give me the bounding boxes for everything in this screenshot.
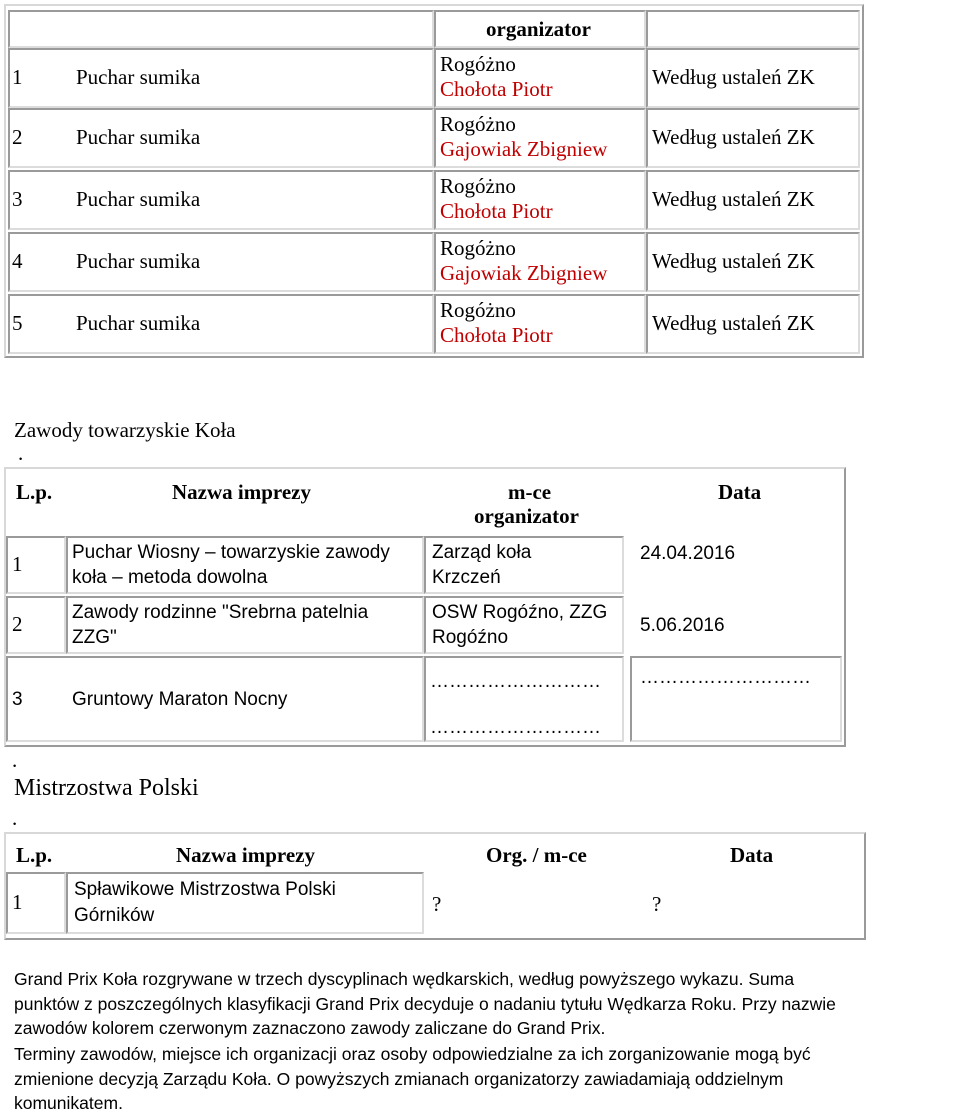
table1-row-name: Puchar sumika — [76, 311, 201, 335]
section3-dot-after: . — [12, 806, 18, 830]
table2-row1-name-line2: koła – metoda dowolna — [72, 567, 268, 588]
table1-row-person: Chołota Piotr — [440, 77, 553, 101]
table1-header-cell-empty — [8, 10, 434, 48]
table1-header-organizator: organizator — [486, 17, 591, 41]
table2-header-lp: L.p. — [16, 480, 53, 504]
table3-header-date: Data — [730, 843, 774, 867]
table1-row-num: 5 — [12, 311, 23, 335]
table1-row-name-cell — [8, 108, 434, 168]
table1-row-date: Według ustaleń ZK — [652, 249, 815, 273]
table3-row1-org: ? — [432, 892, 442, 916]
table2-row3-name: Gruntowy Maraton Nocny — [72, 689, 288, 710]
table3-row1-name-line1: Spławikowe Mistrzostwa Polski — [74, 879, 336, 900]
table1-row-date: Według ustaleń ZK — [652, 187, 815, 211]
table2-row2-name-line2: ZZG" — [72, 627, 117, 648]
section-title-zawody-towarzyskie: Zawody towarzyskie Koła — [14, 418, 236, 442]
table1-row-place: Rogóżno — [440, 52, 516, 76]
footer-line-1: Grand Prix Koła rozgrywane w trzech dyscyplinach wędkarskich, według powyższego wykazu. Suma — [14, 969, 795, 989]
table1-row-place: Rogóżno — [440, 174, 516, 198]
section3-dot-before: . — [12, 748, 18, 772]
footer-line-4: Terminy zawodów, miejsce ich organizacji oraz osoby odpowiedzialne za ich zorganizowanie mogą być — [14, 1044, 811, 1064]
table3-header-name: Nazwa imprezy — [176, 843, 315, 867]
footer-line-2: punktów z poszczególnych klasyfikacji Grand Prix decyduje o nadaniu tytułu Wędkarza Roku. Przy nazwie — [14, 994, 836, 1014]
table1-row-num: 1 — [12, 65, 23, 89]
table1-row-person: Chołota Piotr — [440, 199, 553, 223]
table2-row1-name-line1: Puchar Wiosny – towarzyskie zawody — [72, 542, 390, 563]
table1-row-name-cell — [8, 48, 434, 108]
table1-row-date: Według ustaleń ZK — [652, 125, 815, 149]
table2-header-place1: m-ce — [508, 480, 552, 504]
table2-row1-org-line1: Zarząd koła — [432, 542, 532, 563]
footer-line-5: zmienione decyzją Zarządu Koła. O powyższych zmianach organizatorzy zawiadamiają oddzielnym — [14, 1069, 784, 1089]
table3-row1-name-line2: Górników — [74, 905, 155, 926]
table3-row1-num: 1 — [12, 890, 23, 914]
table2-header-place2: organizator — [474, 504, 579, 528]
table2-row3-num: 3 — [12, 689, 23, 710]
table2-row1-date: 24.04.2016 — [640, 543, 736, 564]
table1-row-name: Puchar sumika — [76, 65, 201, 89]
table3-row1-date: ? — [652, 892, 662, 916]
table2-row2-org-line2: Rogóźno — [432, 627, 509, 648]
table1-row-name: Puchar sumika — [76, 249, 201, 273]
table2-row3-org-line1: ……………………… — [430, 671, 601, 692]
table2-row2-date: 5.06.2016 — [640, 615, 725, 636]
table1-row-name-cell — [8, 170, 434, 230]
table1-row-name-cell — [8, 232, 434, 292]
table1-row-num: 2 — [12, 125, 23, 149]
table1-row-person: Gajowiak Zbigniew — [440, 137, 608, 161]
table1-row-name: Puchar sumika — [76, 125, 201, 149]
table1-header-cell-empty-2 — [646, 10, 860, 48]
footer-line-3: zawodów kolorem czerwonym zaznaczono zawody zaliczane do Grand Prix. — [14, 1018, 606, 1038]
section-dot: . — [18, 441, 24, 465]
footer-line-6: komunikatem. — [14, 1093, 123, 1113]
table1-row-place: Rogóżno — [440, 236, 516, 260]
table1-row-person: Chołota Piotr — [440, 323, 553, 347]
table2-row1-org-line2: Krzczeń — [432, 567, 501, 588]
table1-row-place: Rogóżno — [440, 112, 516, 136]
table2-header-name: Nazwa imprezy — [172, 480, 311, 504]
table3-header-org: Org. / m-ce — [486, 843, 587, 867]
table1-row-date: Według ustaleń ZK — [652, 65, 815, 89]
table2-row2-org-line1: OSW Rogóźno, ZZG — [432, 602, 608, 623]
table1-row-place: Rogóżno — [440, 298, 516, 322]
table2-row3-org-line2: ……………………… — [430, 717, 601, 738]
table2-header-date: Data — [718, 480, 762, 504]
table2-row2-name-line1: Zawody rodzinne "Srebrna patelnia — [72, 602, 369, 623]
table2-row2-num: 2 — [12, 612, 23, 636]
table1-row-name-cell — [8, 294, 434, 354]
section-title-mistrzostwa-polski: Mistrzostwa Polski — [14, 775, 199, 801]
table1-row-name: Puchar sumika — [76, 187, 201, 211]
table3-header-lp: L.p. — [16, 843, 53, 867]
table1-row-date: Według ustaleń ZK — [652, 311, 815, 335]
table2-row3-date: ……………………… — [640, 667, 811, 688]
table1-row-num: 4 — [12, 249, 23, 273]
table1-row-num: 3 — [12, 187, 23, 211]
table1-row-person: Gajowiak Zbigniew — [440, 261, 608, 285]
table2-row1-num: 1 — [12, 552, 23, 576]
